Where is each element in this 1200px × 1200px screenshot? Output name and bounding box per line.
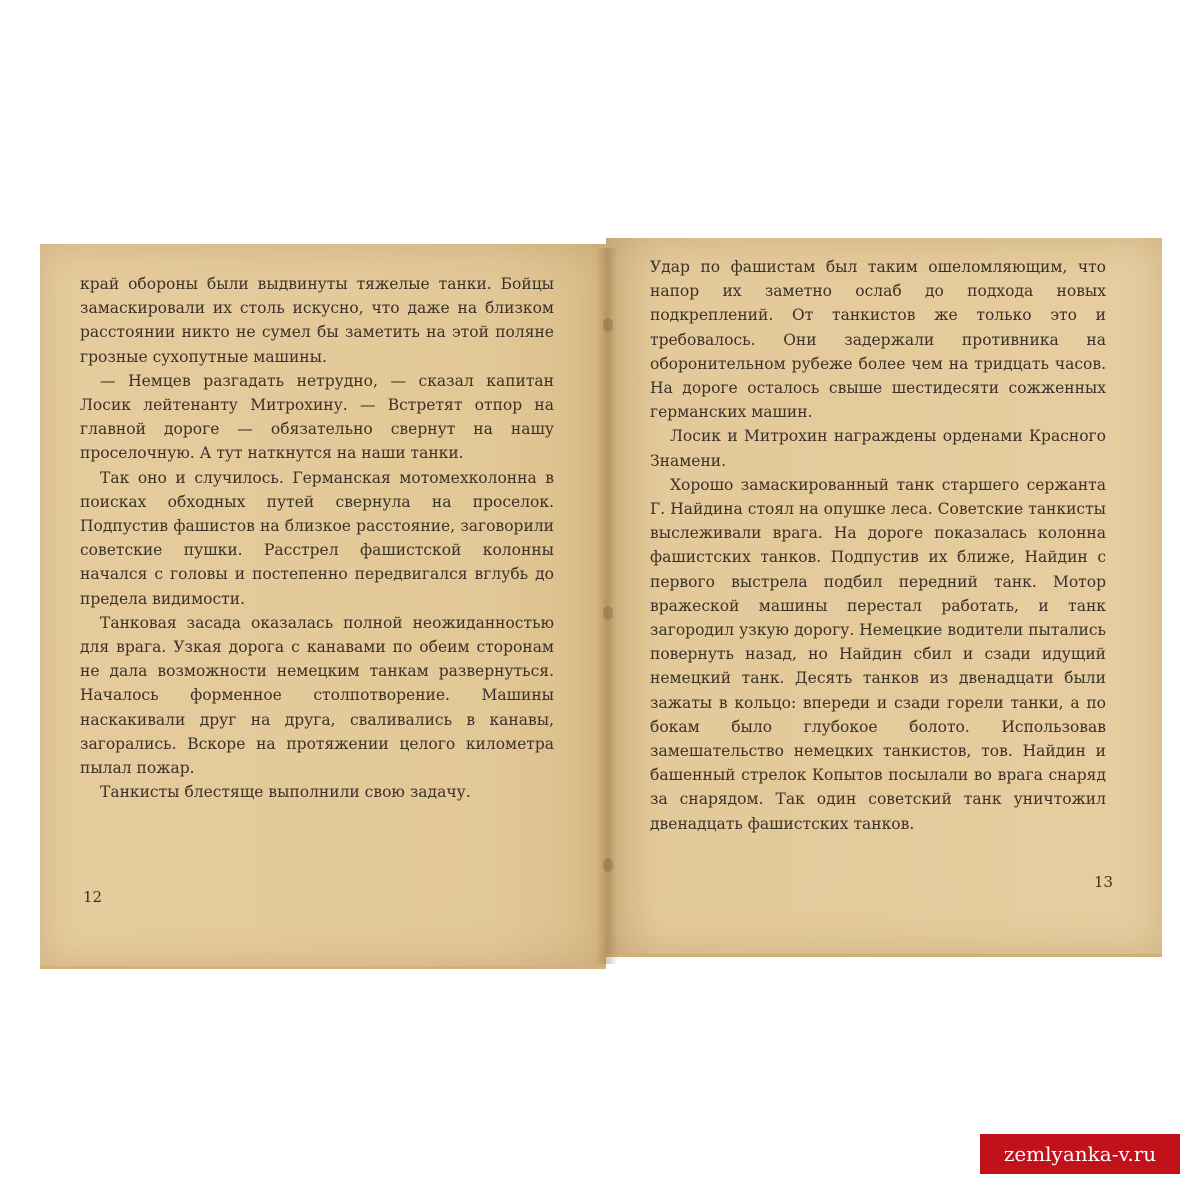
right-page-text [650, 255, 1106, 836]
page-number-left: 12 [83, 888, 103, 906]
spine-stitch [603, 606, 613, 620]
paragraph: — Немцев разгадать нетрудно, — сказал капитан Лосик лейтенанту Митрохину. — Встретят отпор на главной дороге — обязательно свернут на нашу проселочную. А тут наткнутся на наши танки. [80, 371, 554, 463]
left-page-text [80, 272, 554, 804]
paragraph: Танкисты блестяще выполнили свою задачу. [100, 783, 471, 802]
paragraph: Лосик и Митрохин награждены орденами Красного Знамени. [650, 427, 1106, 470]
paragraph: Танковая засада оказалась полной неожиданностью для врага. Узкая дорога с канавами по обеим сторонам не дала возможности немецким танкам развернуться. Началось форменное столпотворение. Машины наскакивали друг на друга, сваливались в канавы, загорались. Вскоре на протяжении целого километра пылал пожар. [80, 613, 554, 778]
site-watermark: zemlyanka-v.ru [980, 1134, 1180, 1174]
spine-stitch [603, 318, 613, 332]
page-number-right: 13 [1094, 873, 1114, 891]
paragraph: Так оно и случилось. Германская мотомехколонна в поисках обходных путей свернула на проселок. Подпустив фашистов на близкое расстояние, заговорили советские пушки. Расстрел фашистской колонны начался с головы и постепенно передвигался вглубь до предела видимости. [80, 468, 554, 608]
paragraph: край обороны были выдвинуты тяжелые танки. Бойцы замаскировали их столь искусно, что даже на близком расстоянии никто не сумел бы заметить на этой поляне грозные сухопутные машины. [80, 275, 554, 366]
spine-stitch [603, 858, 613, 872]
paragraph: Удар по фашистам был таким ошеломляющим, что напор их заметно ослаб до подхода новых подкреплений. От танкистов же только это и требовалось. Они задержали противника на оборонительном рубеже более чем на тридцать часов. На дороге осталось свыше шестидесяти сожженных германских машин. [650, 258, 1106, 422]
paragraph: Хорошо замаскированный танк старшего сержанта Г. Найдина стоял на опушке леса. Советские танкисты выслеживали врага. На дороге показалась колонна фашистских танков. Подпустив их ближе, Найдин с первого выстрела подбил передний танк. Мотор вражеской машины перестал работать, и танк загородил узкую дорогу. Немецкие водители пытались повернуть назад, но Найдин сбил и сзади идущий немецкий танк. Десять танков из двенадцати были зажаты в кольцо: впереди и сзади горели танки, а по бокам было глубокое болото. Использовав замешательство немецких танкистов, тов. Найдин и башенный стрелок Копытов посылали во врага снаряд за снарядом. Так один советский танк уничтожил двенадцать фашистских танков. [650, 475, 1106, 833]
